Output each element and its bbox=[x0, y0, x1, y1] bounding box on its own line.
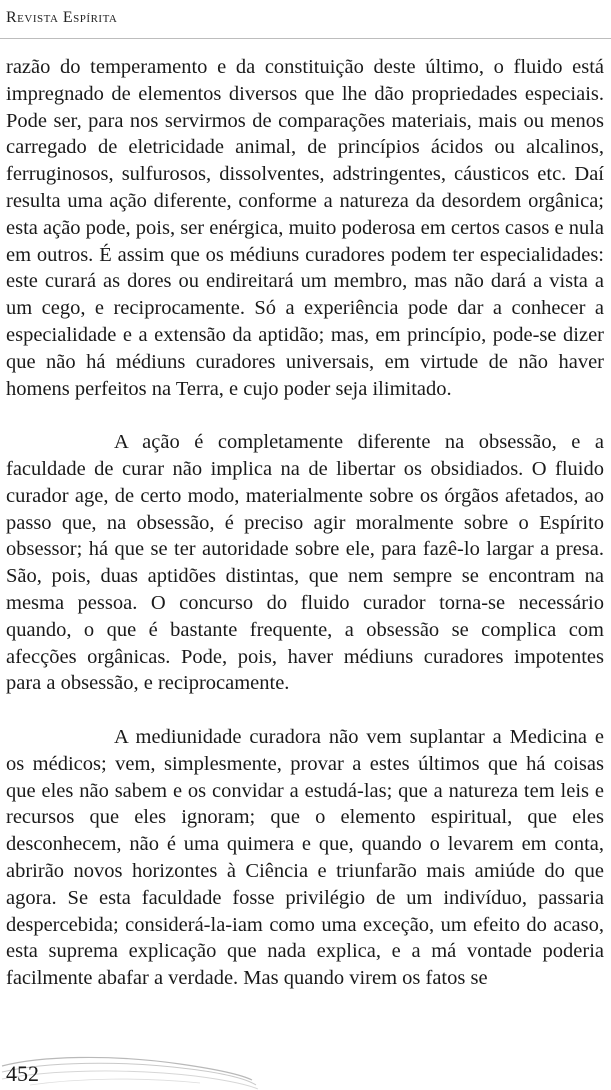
page-number: 452 bbox=[6, 1061, 39, 1086]
paragraph-2: A ação é completamente diferente na obsessão, e a faculdade de curar não implica na de libertar os obsidiados. O fluido curador age, de certo modo, materialmente sobre os órgãos afetados, ao passo que, na obsessão, é preciso agir moralmente sobre o Espírito obsessor; há que se ter autoridade sobre ele, para fazê-lo largar a presa. São, pois, duas aptidões distintas, que nem sempre se encontram na mesma pessoa. O concurso do fluido curador torna-se necessário quando, o que é bastante frequente, a obsessão se complica com afecções orgânicas. Pode, pois, haver médiuns curadores impotentes para a obsessão, e reciprocamente. bbox=[6, 431, 604, 695]
header-divider bbox=[0, 38, 611, 39]
running-header: Revista Espírita bbox=[6, 9, 118, 26]
paragraph-1: razão do temperamento e da constituição deste último, o fluido está impregnado de elementos diversos que lhe dão propriedades especiais. Pode ser, para nos servirmos de comparações materiais, mais ou menos carregado de eletricidade animal, de princípios ácidos ou alcalinos, ferruginosos, sulfurosos, dissolventes, adstringentes, cáusticos etc. Daí resulta uma ação diferente, conforme a natureza da desordem orgânica; esta ação pode, pois, ser enérgica, muito poderosa em certos casos e nula em outros. É assim que os médiuns curadores podem ter especialidades: este curará as dores ou endireitará um membro, mas não dará a vista a um cego, e reciprocamente. Só a experiência pode dar a conhecer a especialidade e a extensão da aptidão; mas, em princípio, pode-se dizer que não há médiuns curadores universais, em virtude de não haver homens perfeitos na Terra, e cujo poder seja ilimitado. bbox=[6, 56, 604, 400]
paragraph-3: A mediunidade curadora não vem suplantar a Medicina e os médicos; vem, simplesmente, provar a estes últimos que há coisas que eles não sabem e os convidar a estudá-las; que a natureza tem leis e recursos que eles ignoram; que o elemento espiritual, que eles desconhecem, não é uma quimera e que, quando o levarem em conta, abrirão novos horizontes à Ciência e triunfarão mais amiúde do que agora. Se esta faculdade fosse privilégio de um indivíduo, passaria despercebida; considerá-la-iam como uma exceção, um efeito do acaso, esta suprema explicação que nada explica, e a má vontade poderia facilmente abafar a verdade. Mas quando virem os fatos se bbox=[6, 725, 604, 990]
article-body bbox=[6, 54, 604, 1019]
footer-swoosh-ornament bbox=[0, 1052, 260, 1090]
